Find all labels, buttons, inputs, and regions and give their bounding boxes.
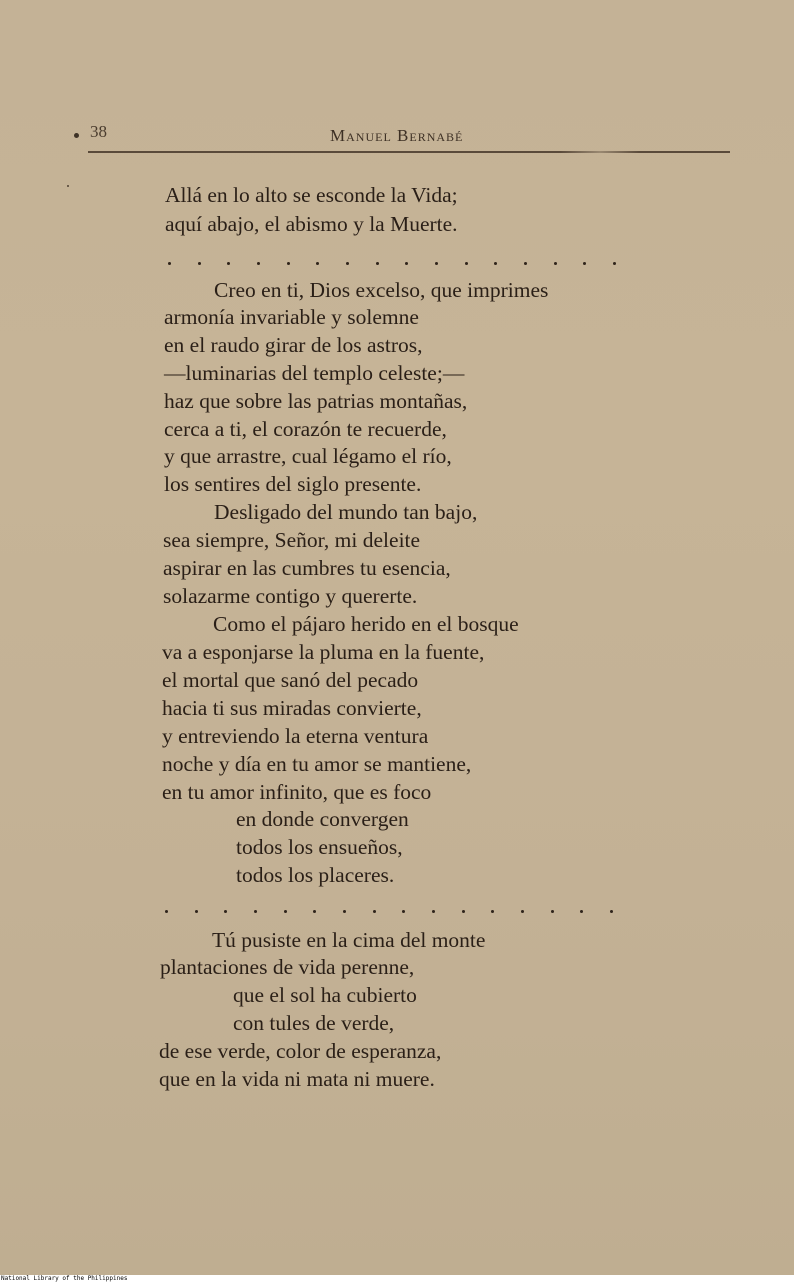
verse-line: en tu amor infinito, que es foco [162, 780, 432, 804]
verse-line: haz que sobre las patrias montañas, [164, 389, 468, 413]
verse-line: todos los ensueños, [236, 835, 403, 859]
running-head: Manuel Bernabé [330, 126, 464, 145]
verse-line: el mortal que sanó del pecado [162, 668, 419, 692]
verse-line: que en la vida ni mata ni muere. [159, 1067, 435, 1091]
verse-line: Como el pájaro herido en el bosque [213, 612, 519, 636]
verse-line: Desligado del mundo tan bajo, [214, 500, 478, 524]
verse-line: sea siempre, Señor, mi deleite [163, 528, 421, 552]
verse-line: cerca a ti, el corazón te recuerde, [164, 417, 447, 441]
verse-line: los sentires del siglo presente. [164, 472, 422, 496]
verse-line: Creo en ti, Dios excelso, que imprimes [214, 278, 549, 302]
verse-line: solazarme contigo y quererte. [163, 584, 418, 608]
verse-line: que el sol ha cubierto [233, 983, 417, 1007]
section-break-dots [165, 908, 613, 914]
section-break-dots [168, 260, 616, 266]
verse-line: Tú pusiste en la cima del monte [212, 928, 486, 952]
verse-line: plantaciones de vida perenne, [160, 955, 415, 979]
scan-credit: National Library of the Philippines [0, 1275, 794, 1283]
ink-speck [67, 185, 69, 187]
verse-line: aquí abajo, el abismo y la Muerte. [165, 212, 458, 236]
header-rule-fade [560, 150, 640, 153]
verse-line: va a esponjarse la pluma en la fuente, [162, 640, 485, 664]
verse-line: todos los placeres. [236, 863, 395, 887]
verse-line: con tules de verde, [233, 1011, 395, 1035]
verse-line: —luminarias del templo celeste;— [164, 361, 465, 385]
verse-line: hacia ti sus miradas convierte, [162, 696, 422, 720]
verse-line: y que arrastre, cual légamo el río, [164, 444, 452, 468]
page-number: 38 [90, 122, 107, 141]
verse-line: en el raudo girar de los astros, [164, 333, 423, 357]
verse-line: y entreviendo la eterna ventura [162, 724, 429, 748]
verse-line: aspirar en las cumbres tu esencia, [163, 556, 451, 580]
verse-line: noche y día en tu amor se mantiene, [162, 752, 472, 776]
verse-line: de ese verde, color de esperanza, [159, 1039, 442, 1063]
ink-mark [74, 133, 79, 138]
verse-line: Allá en lo alto se esconde la Vida; [165, 183, 458, 207]
verse-line: armonía invariable y solemne [164, 305, 419, 329]
verse-line: en donde convergen [236, 807, 409, 831]
